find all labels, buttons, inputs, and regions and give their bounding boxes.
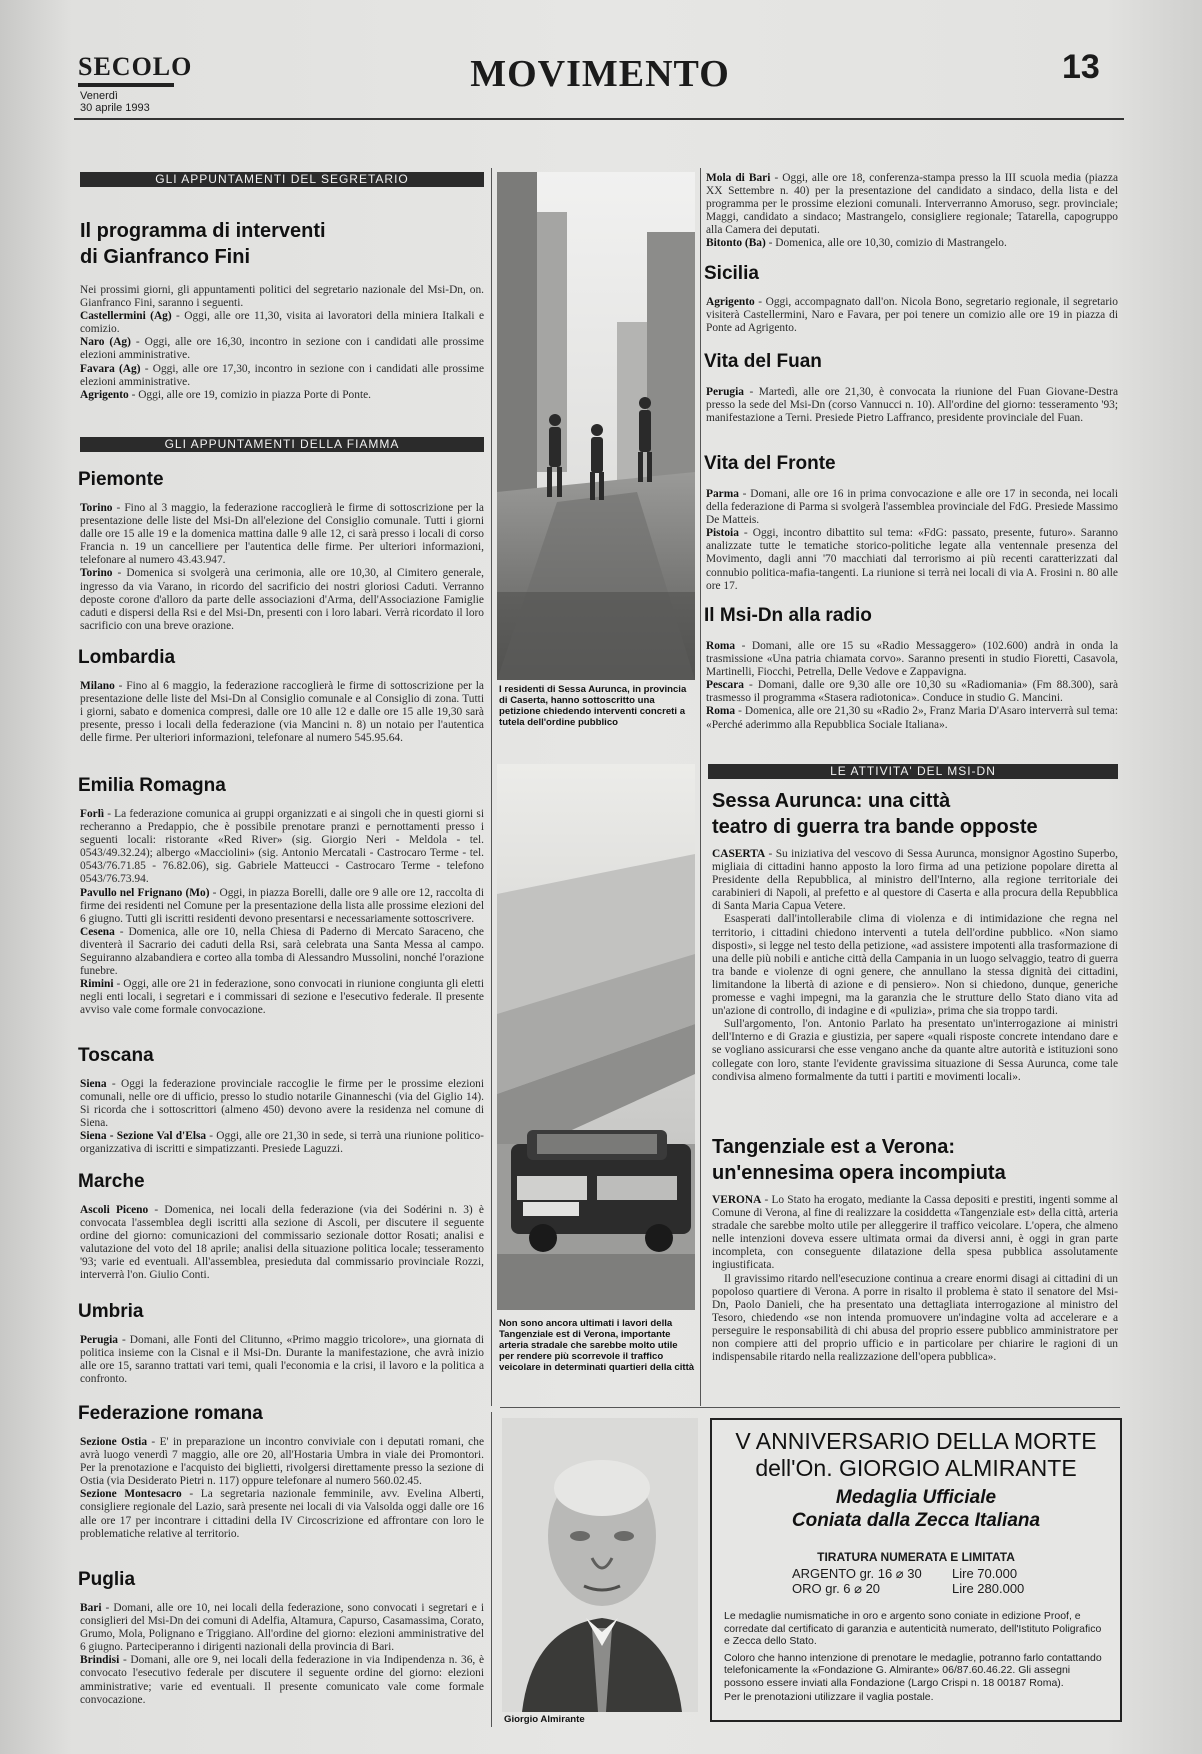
- item-text: - Oggi, alle ore 11,30, visita ai lavoratori della miniera Italkali e comizio.: [80, 310, 484, 336]
- item-place: Sezione Montesacro: [80, 1488, 182, 1501]
- dateline: VERONA: [712, 1194, 762, 1206]
- page-number: 13: [1062, 48, 1100, 86]
- item-place: Roma: [706, 640, 736, 652]
- sessa-headline: [712, 788, 1118, 840]
- list-item: [80, 1654, 484, 1706]
- ad-line4: Coniata dalla Zecca Italiana: [791, 1510, 1041, 1531]
- list-item: [80, 310, 484, 336]
- item-text: - Oggi, alle ore 21,30 in sede, si terrà una riunione politico-organizzativa di iscritti e simpatizzanti. Presiede Laguzzi.: [80, 1130, 484, 1156]
- item-place: Parma: [706, 488, 739, 500]
- fini-headline: [80, 218, 484, 270]
- secretary-schedule-banner: GLI APPUNTAMENTI DEL SEGRETARIO: [80, 172, 484, 187]
- list-item: [80, 502, 484, 567]
- fini-article: [80, 284, 484, 402]
- emilia-article: [80, 808, 484, 1018]
- item-text: - Domenica, nei locali della federazione (via dei Sodérini n. 3) è convocata l'assemblea degli iscritti alla sezione di Ascoli, per discutere il seguente ordine del giorno: comunicazioni del commissario sezionale dottor Rosati; analisi e valutazione del voto del 18 aprile; analisi della situazione politica locale; tesseramento '93; varie ed eventuali. All'assemblea, presieduta dal commissario provinciale Rozzi, interverrà l'on. Giulio Conti.: [80, 1204, 484, 1282]
- gold-spec: ORO gr. 6 ⌀ 20: [792, 1581, 881, 1596]
- ad-note3: Per le prenotazioni utilizzare il vaglia postale.: [724, 1691, 934, 1703]
- piemonte-article: [80, 502, 484, 633]
- item-place: Naro (Ag): [80, 336, 131, 349]
- fronte-article: [706, 488, 1118, 593]
- gold-price: Lire 280.000: [952, 1581, 1025, 1596]
- masthead-rule: [74, 118, 1124, 120]
- list-item: [80, 389, 484, 402]
- portrait-image: [502, 1418, 698, 1712]
- dateline: CASERTA: [712, 848, 766, 860]
- column-divider: [491, 168, 492, 1406]
- item-text: - Oggi, incontro dibattito sul tema: «FdG: passato, presente, futuro». Saranno analizzate tutte le tematiche storico-politiche legate alla ventennale presenza del Movimento, dagli anni '70 macchiati dal terrorismo ai più recenti caratterizzati dal connubio politica-mafia-tangenti. La riunione si terrà nei locali di via A. Frosini n. 80 alle ore 17.: [706, 527, 1118, 592]
- item-place: Siena - Sezione Val d'Elsa: [80, 1130, 207, 1143]
- ad-heading: [712, 1428, 1120, 1532]
- item-place: Perugia: [706, 386, 744, 398]
- street-scene-image: [497, 172, 695, 680]
- list-item: [80, 926, 484, 978]
- fini-intro: Nei prossimi giorni, gli appuntamenti politici del segretario nazionale del Msi-Dn, on. Gianfranco Fini, saranno i seguenti.: [80, 284, 484, 310]
- ad-line1: V ANNIVERSARIO DELLA MORTE: [735, 1428, 1097, 1454]
- item-text: - Oggi, accompagnato dall'on. Nicola Bono, segretario regionale, il segretario visiterà Castellermini, Naro e Favara, per poi tenere un comizio alle ore 19 in piazza di Ponte ad Agrigento.: [706, 296, 1118, 335]
- ad-price-gold: [792, 1581, 1092, 1596]
- item-text: - Domani, alle ore 15 su «Radio Messaggero» (102.600) andrà in onda la trasmissione «Una patria chiamata corvo». Saranno presenti in studio Fioretti, Casavola, Martinelli, Fiocchi, Petrella, Delle Vedove e Zappavigna.: [706, 640, 1118, 679]
- list-item: [706, 237, 1118, 250]
- list-item: [80, 978, 484, 1017]
- almirante-portrait: [502, 1418, 698, 1712]
- fiamma-schedule-banner: GLI APPUNTAMENTI DELLA FIAMMA: [80, 437, 484, 452]
- list-item: [80, 363, 484, 389]
- msi-activities-banner: LE ATTIVITA' DEL MSI-DN: [708, 764, 1118, 779]
- item-place: Cesena: [80, 925, 115, 938]
- item-text: - Oggi, alle ore 16,30, incontro in sezione con i candidati alle prossime elezioni amministrative.: [80, 336, 484, 362]
- heading-marche: Marche: [78, 1171, 145, 1192]
- silver-price: Lire 70.000: [952, 1566, 1018, 1581]
- item-place: Torino: [80, 502, 113, 514]
- car-shape: [511, 1130, 691, 1252]
- item-place: Pistoia: [706, 527, 739, 540]
- item-place: Agrigento: [80, 388, 129, 401]
- list-item: [80, 1602, 484, 1654]
- paragraph: Esasperati dall'intollerabile clima di violenza e di intimidazione che regna nel territorio, i cittadini chiedono interventi a tutela dell'ordine pubblico. «Non siamo disposti», si legge nel testo della petizione, «ad assistere impotenti alla trasformazione di una delle più nobili e antiche città della Campania in un luogo selvaggio, teatro di guerra tra bande e violenze di ogni genere, che annullano la stessa dignità dei cittadini, limitandone la libertà di azione e di pensiero». Non si chiedono, dunque, generiche promesse e vaghi impegni, ma la garanzia che le strutture dello Stato diano vita ad un'azione di controllo, di indagine e di «pulizia», prima che sia troppo tardi.: [712, 913, 1118, 1018]
- sicilia-article: [706, 296, 1118, 335]
- list-item: [706, 705, 1118, 731]
- heading-vita-del-fronte: Vita del Fronte: [704, 453, 836, 474]
- item-place: Sezione Ostia: [80, 1436, 148, 1448]
- item-text: - Domenica, alle ore 10,30, comizio di Mastrangelo.: [765, 237, 1007, 250]
- paragraph: [712, 848, 1118, 913]
- heading-umbria: Umbria: [78, 1301, 144, 1322]
- list-item: [706, 296, 1118, 335]
- issue-day: Venerdì: [80, 90, 118, 102]
- item-text: - Martedì, alle ore 21,30, è convocata la riunione del Fuan Giovane-Destra presso la sede del Msi-Dn (corso Vannucci n. 10). All'ordine del giorno: tesseramento '93; manifestazione a Terni. Presiede Pietro Laffranco, presidente provinciale del Fuan.: [706, 386, 1118, 425]
- puglia-continued: [706, 172, 1118, 251]
- road-and-car-image: [497, 764, 695, 1310]
- medal-advertisement: [710, 1418, 1122, 1722]
- item-place: Forlì: [80, 808, 105, 820]
- list-item: [706, 488, 1118, 527]
- ad-line2: dell'On. GIORGIO ALMIRANTE: [755, 1455, 1077, 1481]
- ad-notes: [724, 1610, 1108, 1704]
- sessa-headline-line1: Sessa Aurunca: una città: [712, 790, 951, 812]
- sessa-headline-line2: teatro di guerra tra bande opposte: [712, 816, 1038, 838]
- item-text: - Domani, dalle ore 9,30 alle ore 10,30 su «Radiomania» (Fm 88.300), sarà trasmesso il programma «Stasera radiotonica». Conduce in studio G. Mancini.: [706, 679, 1118, 705]
- item-text: - Oggi, alle ore 21 in federazione, sono convocati in riunione congiunta gli eletti negli enti locali, i segretari e i commissari di sezione e l'esecutivo federale. Il presente avviso vale come formale convocazione.: [80, 978, 484, 1017]
- ad-price-silver: [792, 1566, 1092, 1581]
- item-place: Milano: [80, 680, 115, 692]
- item-text: - La segretaria nazionale femminile, avv. Evelina Alberti, consigliere regionale del Lazio, sarà presente nei locali di via Valsolda oggi dalle ore 16 alle ore 17 per incontrare i cittadini della IV Circoscrizione ed affrontare con loro le problematiche relative al territorio.: [80, 1488, 485, 1540]
- item-text: - E' in preparazione un incontro conviviale con i deputati romani, che avrà luogo venerdì 7 maggio, alle ore 20, all'Hostaria Umbra in viale dei Promontori. Per la prenotazione e l'acquisto dei biglietti, rivolgersi direttamente presso la sezione di Ostia (via Desiderato Pietri n. 117) oppure telefonare al numero 560.02.45.: [80, 1436, 484, 1488]
- item-place: Agrigento: [706, 296, 755, 308]
- list-item: [706, 386, 1118, 425]
- verona-headline: [712, 1134, 1118, 1186]
- list-item: [80, 1130, 484, 1156]
- paragraph: [712, 1194, 1118, 1273]
- silver-spec: ARGENTO gr. 16 ⌀ 30: [792, 1566, 922, 1581]
- paragraph-text: - Lo Stato ha erogato, mediante la Cassa depositi e prestiti, ingenti somme al Comune di Verona, al fine di realizzare la cosiddetta «Tangenziale est» della città, arteria stradale che sarebbe molto utile per alleggerire il traffico veicolare. L'opera, che almeno nelle intenzioni doveva essere ultimata ormai da diversi anni, è oggi in gran parte incompleta, con conseguente dilatazione della spesa pubblica assolutamente ingiustificata.: [712, 1194, 1118, 1272]
- item-text: - Domenica si svolgerà una cerimonia, alle ore 10,30, al Cimitero generale, ingresso da via Varano, in ricordo del sacrificio dei nostri gloriosi Caduti. Verranno deposte corone d'alloro da parte delle associazioni d'Arma, dell'Associazione Famiglie caduti e dispersi della Rsi e del Msi-Dn, presenti con i loro labari. Verrà ricordato il loro sacrificio con una breve orazione.: [80, 567, 484, 632]
- list-item: [80, 567, 484, 632]
- heading-piemonte: Piemonte: [78, 469, 164, 490]
- photo-caption-sessa: I residenti di Sessa Aurunca, in provincia di Caserta, hanno sottoscritto una petizione chiedendo interventi concreti a tutela dell'ordine pubblico: [499, 684, 687, 728]
- item-place: Favara (Ag): [80, 362, 141, 375]
- issue-date-text: 30 aprile 1993: [80, 102, 150, 114]
- list-item: [706, 679, 1118, 705]
- item-text: - Domani, alle ore 9, nei locali della federazione in via Indipendenza n. 36, è convocato l'esecutivo federale per discutere il seguente ordine del giorno: elezioni amministrative; varie ed eventuali. Il presente comunicato vale come formale convocazione.: [80, 1654, 484, 1706]
- photo-caption-verona: Non sono ancora ultimati i lavori della Tangenziale est di Verona, importante arteria stradale che sarebbe molto utile per rendere più scorrevole il traffico veicolare in determinati quartieri della città: [499, 1318, 695, 1373]
- item-place: Pavullo nel Frignano (Mo): [80, 886, 210, 899]
- heading-emilia-romagna: Emilia Romagna: [78, 775, 226, 796]
- list-item: [80, 1488, 484, 1540]
- item-text: - Oggi, alle ore 19, comizio in piazza Porte di Ponte.: [128, 388, 372, 401]
- list-item: [80, 887, 484, 926]
- ad-note1: Le medaglie numismatiche in oro e argento sono coniate in edizione Proof, e corredate dal certificato di garanzia e autenticità numerato, dell'Istituto Poligrafico e Zecca dello Stato.: [724, 1610, 1102, 1647]
- item-text: - Domenica, alle ore 21,30 su «Radio 2», Franz Maria D'Asaro interverrà sul tema: «Perché aderimmo alla Repubblica Sociale Italiana».: [706, 705, 1118, 731]
- ad-tiratura: TIRATURA NUMERATA E LIMITATA: [817, 1550, 1015, 1564]
- verona-headline-line1: Tangenziale est a Verona:: [712, 1136, 956, 1158]
- item-text: - Fino al 3 maggio, la federazione raccoglierà le firme di sottoscrizione per la presentazione delle liste del Msi-Dn all'elezione del Consiglio comunale. Tutti i giorni dalle ore 15 alle 19 e la domenica mattina dalle 9 alle 12, ci sarà presso i locali di corso Francia n. 19 un cancelliere per l'autentica delle firme. Per ulteriori informazioni, telefonare al numero 43.43.947.: [80, 502, 484, 567]
- romana-article: [80, 1436, 484, 1541]
- column-divider: [700, 168, 701, 1406]
- item-text: - Oggi, alle ore 17,30, incontro in sezione con i candidati alle prossime elezioni amministrative.: [80, 362, 484, 388]
- heading-sicilia: Sicilia: [704, 263, 759, 284]
- item-place: Rimini: [80, 978, 114, 991]
- item-place: Mola di Bari: [706, 172, 771, 184]
- photo-caption-almirante: Giorgio Almirante: [504, 1714, 585, 1725]
- list-item: [706, 172, 1118, 237]
- item-place: Siena: [80, 1078, 107, 1090]
- item-text: - Oggi, in piazza Borelli, dalle ore 9 alle ore 12, raccolta di firme dei residenti nel Comune per la presentazione della lista alle prossime elezioni del 6 giugno. Tutti gli iscritti residenti devono presentarsi e necessariamente sottoscrivere.: [80, 886, 484, 925]
- ad-line3: Medaglia Ufficiale: [835, 1487, 997, 1508]
- item-text: - Oggi la federazione provinciale raccoglie le firme per le prossime elezioni comunali, nelle ore di ufficio, presso lo studio notarile Ginanneschi (via del Giglio 14). Si ricorda che i sottoscrittori (almeno 450) devono avere la residenza nel comune di Siena.: [80, 1078, 484, 1130]
- item-place: Bari: [80, 1602, 102, 1614]
- list-item: [706, 640, 1118, 679]
- list-item: [80, 680, 484, 745]
- marche-article: [80, 1204, 484, 1283]
- item-text: - Domani, alle Fonti del Clitunno, «Primo maggio tricolore», una giornata di politica insieme con la Cisnal e il Msi-Dn. Durante la manifestazione, che avrà inizio alle ore 15, saranno trattati vari temi, quali l'economia e la crisi, il lavoro e la politica a confronto.: [80, 1334, 484, 1386]
- heading-toscana: Toscana: [78, 1045, 154, 1066]
- verona-article: [712, 1194, 1118, 1364]
- item-place: Bitonto (Ba): [706, 237, 766, 250]
- item-text: - Domani, alle ore 16 in prima convocazione e alle ore 17 in seconda, nei locali della federazione di Parma si svolgerà l'assemblea provinciale del FdG. Presiede Massimo De Matteis.: [706, 488, 1118, 527]
- item-place: Torino: [80, 567, 113, 580]
- radio-article: [706, 640, 1118, 732]
- item-text: - La federazione comunica ai gruppi organizzati e ai singoli che in questi giorni si recheranno a Predappio, che è possibile prenotare pranzi e pernottamenti presso i seguenti locali: ristorante «Red River» (sig. Giorgio Neri - Meldola - tel. 0543/49.32.24); albergo «Macciolini» (sig. Antonio Mercatali - Castrocaro Terme - tel. 0543/76.71.85 - 76.82.06), sig. Gabriele Matteucci - Castrocaro Terme - telefono 0543/76.73.94.: [80, 808, 484, 886]
- item-place: Perugia: [80, 1334, 118, 1346]
- list-item: [80, 1334, 484, 1386]
- section-title: MOVIMENTO: [470, 53, 730, 95]
- masthead-logo: [78, 52, 192, 87]
- umbria-article: [80, 1334, 484, 1386]
- issue-date: [80, 90, 150, 114]
- heading-msi-radio: Il Msi-Dn alla radio: [704, 605, 872, 626]
- item-place: Roma: [706, 705, 736, 718]
- item-place: Brindisi: [80, 1654, 120, 1667]
- list-item: [80, 1436, 484, 1488]
- list-item: [706, 527, 1118, 592]
- list-item: [80, 1204, 484, 1283]
- heading-vita-del-fuan: Vita del Fuan: [704, 351, 822, 372]
- list-item: [80, 1078, 484, 1130]
- item-place: Castellermini (Ag): [80, 310, 172, 323]
- list-item: [80, 336, 484, 362]
- puglia-article: [80, 1602, 484, 1707]
- item-text: - Domani, alle ore 10, nei locali della federazione, sono convocati i segretari e i consiglieri del Msi-Dn dei comuni di Adelfia, Altamura, Capurso, Casamassima, Corato, Grumo, Mola, Polignano e Triggiano. All'ordine del giorno: elezioni amministrative del 6 giugno. Parteciperanno i dirigenti nazionali della provincia di Bari.: [80, 1602, 484, 1654]
- logo-text: SECOLO: [78, 52, 193, 81]
- fini-headline-line2: di Gianfranco Fini: [80, 246, 251, 268]
- fuan-article: [706, 386, 1118, 425]
- list-item: [80, 808, 484, 887]
- verona-headline-line2: un'ennesima opera incompiuta: [712, 1162, 1006, 1184]
- section-divider: [500, 1407, 1120, 1408]
- heading-lombardia: Lombardia: [78, 647, 176, 668]
- item-place: Pescara: [706, 679, 744, 692]
- item-place: Ascoli Piceno: [80, 1204, 149, 1216]
- heading-puglia: Puglia: [78, 1569, 136, 1590]
- heading-federazione-romana: Federazione romana: [78, 1403, 263, 1424]
- fini-headline-line1: Il programma di interventi: [80, 220, 326, 242]
- item-text: - Fino al 6 maggio, la federazione raccoglierà le firme di sottoscrizione per la presentazione delle liste del Msi-Dn al Consiglio comunale e al Consiglio di zona. Tutti i giorni, sabato e domenica compresi, dalle ore 10 alle 12 e dalle ore 15 alle 19,30 sarà presente, presso i locali della federazione (via Mancini n. 8) un notaio per l'autentica delle firme. Per ulteriori informazioni, telefonare al numero 545.95.64.: [80, 680, 484, 745]
- toscana-article: [80, 1078, 484, 1157]
- verona-road-photo: [497, 764, 695, 1310]
- paragraph: Il gravissimo ritardo nell'esecuzione continua a creare enormi disagi ai cittadini di un popoloso quartiere di Verona. A porre in risalto il problema è stato il senatore del Msi-Dn, Paolo Danieli, che ha presentato una dettagliata interrogazione al ministro del Tesoro, chiedendo «se non intenda promuovere un'indagine volta ad accelerare e a perseguire le responsabilità di chi abusa del proprio essere pubblico amministratore per non compiere atti del proprio ufficio e in particolare per chiarire le ragioni di un indispensabile ritardo nella realizzazione dell'opera pubblica».: [712, 1272, 1118, 1364]
- item-text: - Domenica, alle ore 10, nella Chiesa di Paderno di Mercato Saraceno, che diventerà il Sacrario dei caduti della Rsi, sarà celebrata una Santa Messa al campo. Seguiranno alzabandiera e corteo alla tomba di Alessandro Mussolini, nonché l'orazione funebre.: [80, 925, 484, 978]
- sessa-aurunca-photo: [497, 172, 695, 680]
- column-divider: [491, 1412, 492, 1727]
- item-text: - Oggi, alle ore 18, conferenza-stampa presso la III scuola media (piazza XX Settembre n. 40) per la presentazione del candidato a sindaco, della lista e del programma per le prossime elezioni comunali. Interverranno Amoruso, segr. provinciale; Maggi, candidato a sindaco; Mastrangelo, consigliere regionale; Tatarella, capogruppo alla Camera dei deputati.: [706, 172, 1119, 237]
- lombardia-article: [80, 680, 484, 745]
- sessa-article: [712, 848, 1118, 1084]
- paragraph: Sull'argomento, l'on. Antonio Parlato ha presentato un'interrogazione ai ministri dell'Interno e di Grazia e giustizia, per sapere «quali risposte concrete intendano dare e se vogliano assicurarsi che esse vengano anche da quante altre autorità e istituzioni sono collegate con loro, stante l'evidente gravissima situazione di Sessa Aurunca, come tale condivisa almeno formalmente da tutti i partiti e movimenti locali».: [712, 1018, 1118, 1083]
- ad-note2: Coloro che hanno intenzione di prenotare le medaglie, potranno farlo contattando telefonicamente la «Fondazione G. Almirante» 06/87.60.46.22. Gli assegni possono essere inviati alla Fondazione (Largo Crispi n. 18 00187 Roma).: [724, 1651, 1102, 1689]
- paragraph-text: - Su iniziativa del vescovo di Sessa Aurunca, monsignor Agostino Superbo, migliaia di cittadini hanno apposto la loro firma ad una petizione popolare diretta al Presidente della Repubblica, al ministro dell'Interno, alla regione territoriale dei carabinieri di Napoli, al prefetto e al questore di Caserta e alla procura della Repubblica di Santa Maria Capua Vetere.: [712, 848, 1118, 913]
